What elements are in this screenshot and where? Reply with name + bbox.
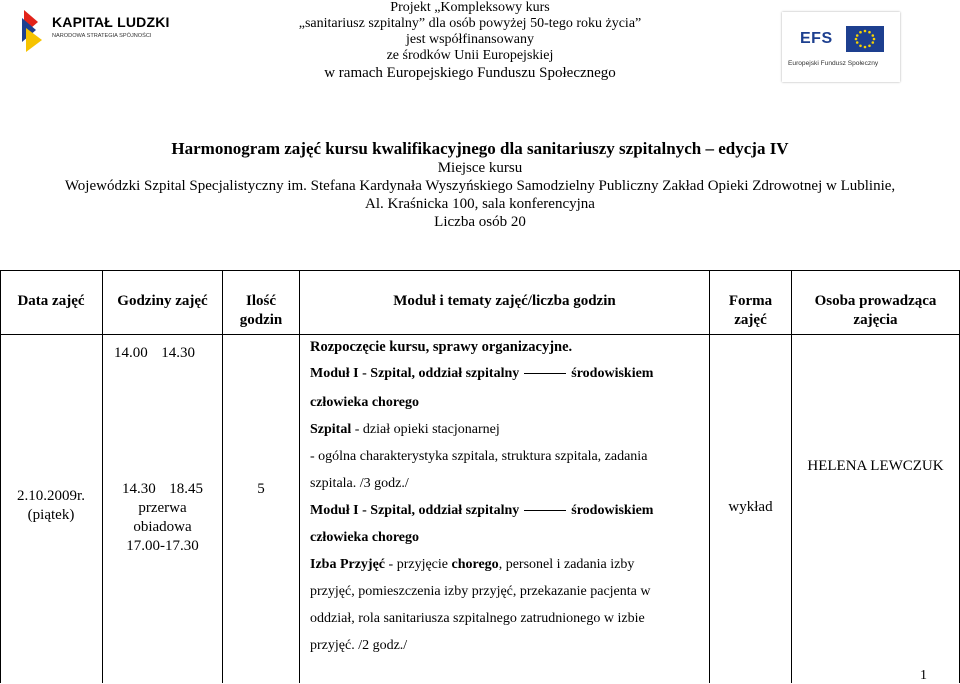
module-2-dash: [524, 510, 566, 511]
module-2-env: środowiskiem: [571, 503, 654, 518]
content-module-1-heading: [310, 359, 705, 389]
header-person-line-2: zajęcia: [853, 312, 898, 328]
module-2-subject: człowieka chorego: [310, 530, 419, 545]
content-module-2-heading: [310, 497, 705, 524]
header-person: [792, 292, 959, 330]
header-person-line-1: Osoba prowadząca: [814, 293, 937, 309]
page-number: 1: [920, 668, 927, 683]
header-form-line-2: zajęć: [734, 312, 767, 328]
participants-count: Liczba osób 20: [434, 214, 526, 230]
admission-topic-desc-b: , personel i zadania izby: [498, 557, 635, 572]
cell-date: [0, 487, 102, 525]
cell-module-content: [310, 335, 705, 659]
kapital-ludzki-subtitle: NARODOWA STRATEGIA SPÓJNOŚCI: [52, 33, 152, 39]
time-2-end: 18.45: [169, 481, 203, 497]
location-label: Miejsce kursu: [437, 160, 523, 176]
project-line-2: „sanitariusz szpitalny” dla osób powyżej 50-tego roku życia”: [298, 16, 642, 31]
content-admission-desc-1: przyjęć, pomieszczenia izby przyjęć, przekazanie pacjenta w: [310, 584, 651, 599]
content-hospital-desc-2: szpitala. /3 godz./: [310, 476, 409, 491]
hospital-topic-title: Szpital: [310, 422, 352, 437]
header-hours: Godziny zajęć: [117, 293, 208, 309]
content-admission-desc-3: przyjęć. /2 godz./: [310, 638, 408, 653]
project-line-3: jest współfinansowany: [406, 32, 534, 47]
content-opening: Rozpoczęcie kursu, sprawy organizacyjne.: [310, 339, 573, 355]
project-line-1: Projekt „Kompleksowy kurs: [390, 0, 550, 15]
cell-person: HELENA LEWCZUK: [807, 458, 944, 474]
location-line-1: Wojewódzki Szpital Specjalistyczny im. Stefana Kardynała Wyszyńskiego Samodzielny Publiczny Zakład Opieki Zdrowotnej w Lublinie,: [64, 178, 896, 194]
efs-caption: Europejski Fundusz Społeczny: [788, 60, 879, 67]
break-label-2: obiadowa: [133, 519, 192, 535]
weekday-value: (piątek): [27, 507, 75, 523]
cell-hours-count: 5: [257, 481, 265, 497]
time-slot-2: [103, 480, 222, 556]
module-1-dash: [524, 373, 566, 374]
break-label-1: przerwa: [138, 500, 187, 516]
project-line-5: w ramach Europejskiego Funduszu Społecznego: [324, 65, 616, 81]
schedule-title: Harmonogram zajęć kursu kwalifikacyjnego dla sanitariuszy szpitalnych – edycja IV: [171, 139, 789, 158]
content-hospital-desc-1: - ogólna charakterystyka szpitala, struktura szpitala, zadania: [310, 449, 648, 464]
admission-topic-patient: chorego: [451, 557, 499, 572]
header-count-line-1: Ilość: [246, 293, 276, 309]
module-1-subject: człowieka chorego: [310, 395, 419, 410]
header-count-line-2: godzin: [239, 312, 283, 328]
header-form: [710, 292, 791, 330]
header-form-line-1: Forma: [728, 293, 773, 309]
hospital-topic-desc: - dział opieki stacjonarnej: [351, 422, 500, 437]
time-1-end: 14.30: [161, 345, 195, 361]
header-date: Data zajęć: [17, 293, 85, 309]
content-admission-topic: [310, 551, 705, 578]
kapital-ludzki-title: KAPITAŁ LUDZKI: [52, 14, 170, 30]
location-line-2: Al. Kraśnicka 100, sala konferencyjna: [365, 196, 595, 212]
cell-form: wykład: [728, 499, 773, 515]
module-2-title: Moduł I - Szpital, oddział szpitalny: [310, 503, 520, 518]
module-1-title: Moduł I - Szpital, oddział szpitalny: [310, 366, 520, 381]
admission-topic-title: Izba Przyjęć: [310, 557, 386, 572]
header-count: [223, 292, 299, 330]
time-1-start: 14.00: [114, 345, 148, 361]
time-2-start: 14.30: [122, 481, 156, 497]
content-admission-desc-2: oddział, rola sanitariusza szpitalnego zatrudnionego w izbie: [310, 611, 645, 626]
break-time: 17.00-17.30: [126, 538, 199, 554]
project-line-4: ze środków Unii Europejskiej: [386, 48, 554, 63]
time-2-range: [103, 480, 222, 499]
header-module: Moduł i tematy zajęć/liczba godzin: [393, 293, 616, 309]
time-slot-1: [114, 345, 195, 362]
module-1-env: środowiskiem: [571, 366, 654, 381]
admission-topic-desc-a: - przyjęcie: [385, 557, 452, 572]
content-hospital-topic: [310, 416, 705, 443]
efs-logo-text: EFS: [800, 30, 833, 47]
date-value: 2.10.2009r.: [17, 488, 85, 504]
